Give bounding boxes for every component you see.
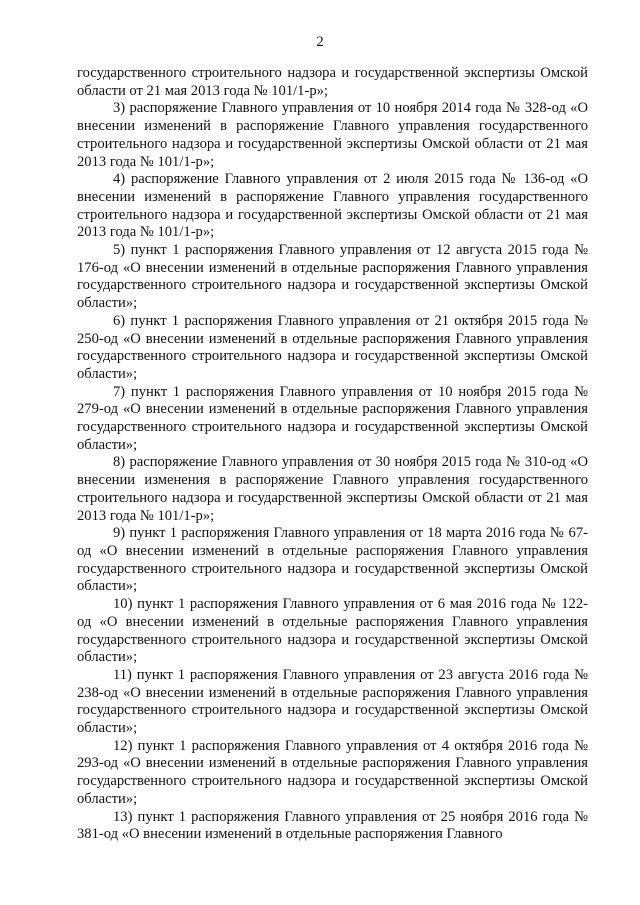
document-body <box>77 65 588 844</box>
list-item-7: 7) пункт 1 распоряжения Главного управления от 10 ноября 2015 года № 279-од «О внесении изменений в отдельные распоряжения Главного управления государственного строительного надзора и государственной экспертизы Омской области»; <box>77 383 588 453</box>
list-item-4: 4) распоряжение Главного управления от 2 июля 2015 года № 136-од «О внесении изменений в распоряжение Главного управления государственного строительного надзора и государственной экспертизы Омской области от 21 мая 2013 года № 101/1-р»; <box>77 171 588 241</box>
paragraph-continuation: государственного строительного надзора и государственной экспертизы Омской области от 21 мая 2013 года № 101/1-р»; <box>77 65 588 99</box>
list-item-3: 3) распоряжение Главного управления от 10 ноября 2014 года № 328-од «О внесении изменений в распоряжение Главного управления государственного строительного надзора и государственной экспертизы Омской области от 21 мая 2013 года № 101/1-р»; <box>77 100 588 170</box>
list-item-5: 5) пункт 1 распоряжения Главного управления от 12 августа 2015 года № 176-од «О внесении изменений в отдельные распоряжения Главного управления государственного строительного надзора и государственной экспертизы Омской области»; <box>77 242 588 312</box>
list-item-9: 9) пункт 1 распоряжения Главного управления от 18 марта 2016 года № 67-од «О внесении изменений в отдельные распоряжения Главного управления государственного строительного надзора и государственной экспертизы Омской области»; <box>77 525 588 595</box>
list-item-11: 11) пункт 1 распоряжения Главного управления от 23 августа 2016 года № 238-од «О внесении изменений в отдельные распоряжения Главного управления государственного строительного надзора и государственной экспертизы Омской области»; <box>77 666 588 737</box>
list-item-13: 13) пункт 1 распоряжения Главного управления от 25 ноября 2016 года № 381-од «О внесении изменений в отдельные распоряжения Главного <box>77 808 588 843</box>
list-item-10: 10) пункт 1 распоряжения Главного управления от 6 мая 2016 года № 122-од «О внесении изменений в отдельные распоряжения Главного управления государственного строительного надзора и государственной экспертизы Омской области»; <box>77 596 588 666</box>
page-number: 2 <box>316 34 324 50</box>
list-item-12: 12) пункт 1 распоряжения Главного управления от 4 октября 2016 года № 293-од «О внесении изменений в отдельные распоряжения Главного управления государственного строительного надзора и государственной экспертизы Омской области»; <box>77 737 588 807</box>
list-item-6: 6) пункт 1 распоряжения Главного управления от 21 октября 2015 года № 250-од «О внесении изменений в отдельные распоряжения Главного управления государственного строительного надзора и государственной экспертизы Омской области»; <box>77 312 588 382</box>
list-item-8: 8) распоряжение Главного управления от 30 ноября 2015 года № 310-од «О внесении изменения в распоряжение Главного управления государственного строительного надзора и государственной экспертизы Омской области от 21 мая 2013 года № 101/1-р»; <box>77 454 588 524</box>
